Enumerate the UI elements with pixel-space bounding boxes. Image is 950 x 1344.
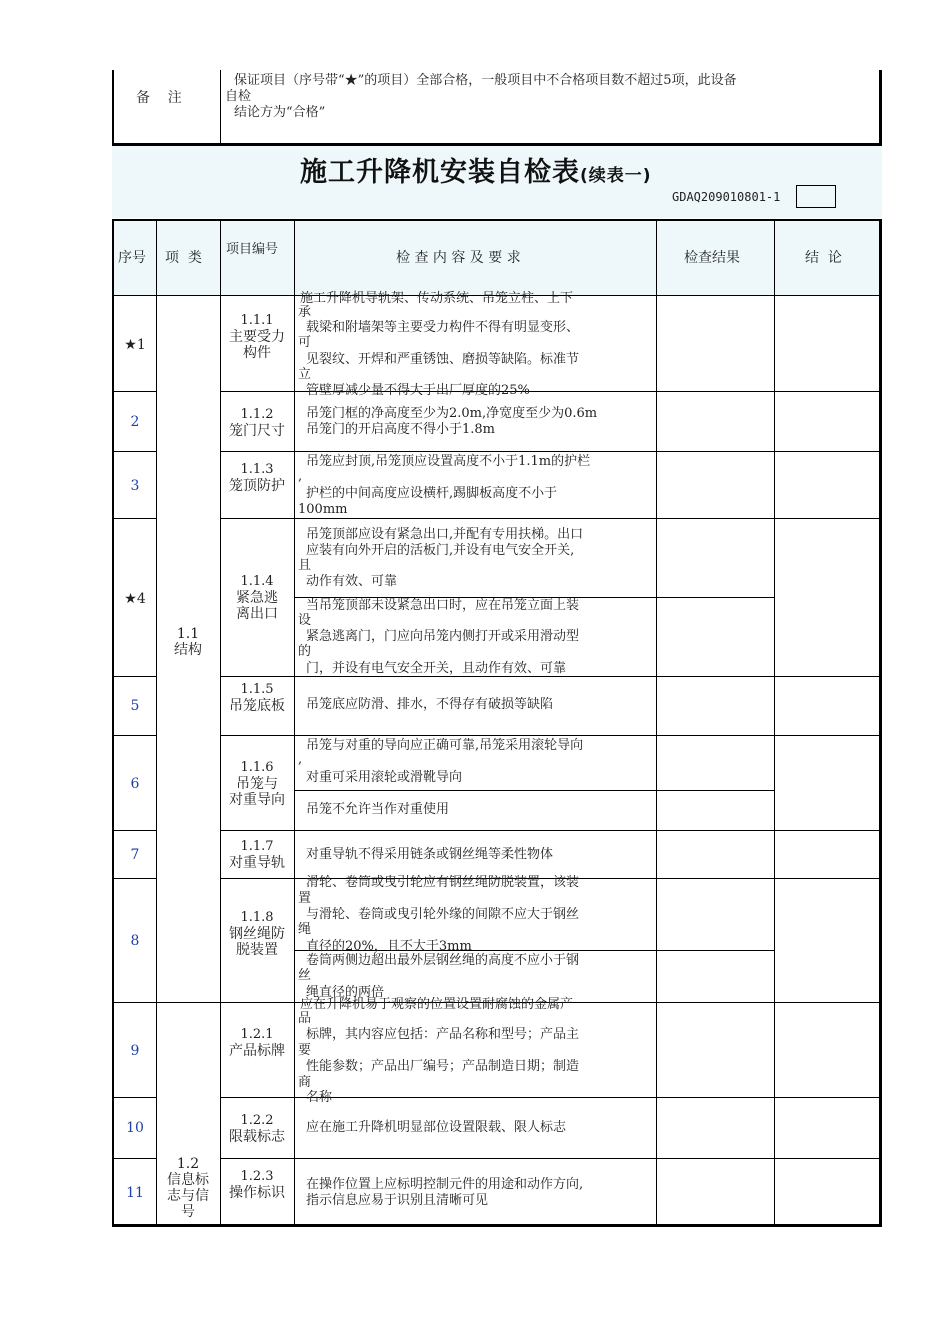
check-result-cell[interactable] [657, 677, 774, 735]
group-2-no: 1.2 [176, 1156, 200, 1172]
check-result-cell[interactable] [657, 452, 774, 518]
item-name: 产品标牌 [229, 1043, 285, 1059]
row-seq: ★4 [124, 591, 146, 607]
header-category: 项 类 [165, 250, 202, 266]
check-result-cell[interactable] [657, 297, 774, 391]
item-name: 限载标志 [229, 1129, 285, 1145]
header-seq: 序号 [118, 250, 146, 266]
remark-line-2: 自检 [225, 89, 252, 104]
row-seq: 2 [130, 414, 140, 430]
row-seq: 7 [130, 847, 140, 863]
item-name: 构件 [243, 345, 271, 361]
item-code: 1.2.1 [240, 1027, 274, 1042]
item-name: 操作标识 [229, 1185, 285, 1201]
header-conclusion: 结 论 [805, 250, 842, 266]
conclusion-cell[interactable] [775, 677, 879, 735]
item-name: 对重导轨 [229, 855, 285, 871]
item-name: 对重导向 [229, 792, 285, 808]
row-seq: 10 [126, 1120, 144, 1136]
remark-line-3: 结论方为“合格” [234, 105, 326, 120]
check-result-cell[interactable] [657, 1003, 774, 1097]
conclusion-cell[interactable] [775, 879, 879, 1002]
row-seq: 11 [126, 1185, 144, 1201]
header-item-no: 项目编号 [226, 242, 279, 257]
row-seq: 9 [130, 1043, 140, 1059]
check-result-cell[interactable] [657, 831, 774, 878]
group-1-no: 1.1 [176, 626, 200, 642]
check-result-cell[interactable] [657, 1098, 774, 1158]
item-code: 1.1.3 [240, 462, 274, 477]
check-content: 吊笼应封顶,吊笼顶应设置高度不小于1.1m的护栏 , 护栏的中间高度应设横杆,踢脚板高度不小于 100mm [298, 454, 591, 517]
check-content: 吊笼顶部应设有紧急出口,并配有专用扶梯。出口 应装有向外开启的活板门,并设有电气安全开关, 且 动作有效、可靠 [298, 527, 584, 589]
check-result-cell[interactable] [657, 392, 774, 451]
page-title [300, 150, 652, 189]
row-seq: 3 [130, 478, 140, 494]
check-result-cell[interactable] [657, 1159, 774, 1224]
item-name: 吊笼底板 [229, 698, 285, 714]
item-name: 吊笼与 [236, 776, 278, 792]
check-content: 在操作位置上应标明控制元件的用途和动作方向, 指示信息应易于识别且清晰可见 [306, 1177, 584, 1208]
item-name: 笼门尺寸 [229, 423, 285, 439]
page-title-sub: (续表一) [580, 166, 652, 186]
check-result-cell[interactable] [657, 951, 774, 1002]
form-code-input[interactable] [796, 185, 836, 208]
check-result-cell[interactable] [657, 736, 774, 790]
conclusion-cell[interactable] [775, 297, 879, 391]
group-2-name-3: 号 [181, 1204, 195, 1220]
header-result: 检查结果 [684, 250, 740, 266]
conclusion-cell[interactable] [775, 1098, 879, 1158]
row-seq: 8 [130, 933, 140, 949]
check-content: 吊笼不允许当作对重使用 [306, 802, 450, 817]
check-result-cell[interactable] [657, 879, 774, 950]
item-code: 1.1.1 [240, 313, 274, 328]
conclusion-cell[interactable] [775, 831, 879, 878]
check-content: 应在升降机易于观察的位置设置耐腐蚀的金属产 品 标牌，其内容应包括：产品名称和型号；产品主 要 性能参数；产品出厂编号；产品制造日期；制造 商 名称 [298, 997, 580, 1105]
group-1-name: 结构 [174, 642, 202, 658]
check-result-cell[interactable] [657, 519, 774, 597]
form-code: GDAQ209010801-1 [672, 190, 781, 204]
check-content: 吊笼底应防滑、排水，不得存有破损等缺陷 [306, 697, 554, 712]
row-seq: 6 [130, 776, 140, 792]
item-code: 1.1.6 [240, 760, 274, 775]
item-name: 钢丝绳防 [229, 926, 285, 942]
item-name: 脱装置 [236, 942, 278, 958]
check-content: 滑轮、卷筒或曳引轮应有钢丝绳防脱装置，该装 置 与滑轮、卷筒或曳引轮外缘的间隙不应大于钢丝 绳 直径的20%，且不大于3mm [298, 875, 580, 954]
check-content: 施工升降机导轨架、传动系统、吊笼立柱、上下 承 载梁和附墙架等主要受力构件不得有明显变形、 可 见裂纹、开焊和严重锈蚀、磨损等缺陷。标准节 立 管壁厚减少量不得大于出厂厚度的25% [298, 291, 580, 398]
conclusion-cell[interactable] [775, 519, 879, 676]
item-name: 笼顶防护 [229, 478, 285, 494]
conclusion-cell[interactable] [775, 392, 879, 451]
conclusion-cell[interactable] [775, 736, 879, 830]
check-content: 卷筒两侧边超出最外层钢丝绳的高度不应小于钢 丝 绳直径的两倍 [298, 953, 580, 1000]
item-code: 1.1.2 [240, 407, 274, 422]
item-code: 1.1.7 [240, 839, 274, 854]
conclusion-cell[interactable] [775, 1003, 879, 1097]
check-content: 当吊笼顶部未设紧急出口时，应在吊笼立面上装 设 紧急逃离门，门应向吊笼内侧打开或采用滑动型 的 门，并设有电气安全开关，且动作有效、可靠 [298, 598, 580, 676]
item-code: 1.1.5 [240, 682, 274, 697]
item-name: 紧急逃 [236, 590, 278, 606]
page-title-main: 施工升降机安装自检表 [300, 157, 580, 188]
check-content: 吊笼与对重的导向应正确可靠,吊笼采用滚轮导向 , 对重可采用滚轮或滑靴导向 [298, 738, 584, 785]
item-code: 1.1.4 [240, 574, 274, 589]
item-code: 1.2.3 [240, 1169, 274, 1184]
item-code: 1.1.8 [240, 910, 274, 925]
check-content: 对重导轨不得采用链条或钢丝绳等柔性物体 [306, 847, 554, 862]
item-code: 1.2.2 [240, 1113, 274, 1128]
item-name: 离出口 [236, 606, 278, 622]
check-content: 吊笼门框的净高度至少为2.0m,净宽度至少为0.6m 吊笼门的开启高度不得小于1.8m [306, 406, 598, 437]
check-content: 应在施工升降机明显部位设置限载、限人标志 [306, 1120, 567, 1135]
header-content: 检 查 内 容 及 要 求 [396, 250, 521, 266]
item-name: 主要受力 [229, 329, 285, 345]
conclusion-cell[interactable] [775, 452, 879, 518]
check-result-cell[interactable] [657, 598, 774, 676]
check-result-cell[interactable] [657, 791, 774, 830]
conclusion-cell[interactable] [775, 1159, 879, 1224]
group-2-name-1: 信息标 [167, 1172, 209, 1188]
group-2-name-2: 志与信 [167, 1188, 209, 1204]
remark-line-1: 保证项目（序号带“★”的项目）全部合格，一般项目中不合格项目数不超过5项，此设备 [234, 73, 737, 88]
row-seq: ★1 [124, 337, 146, 353]
row-seq: 5 [130, 698, 140, 714]
remark-label: 备 注 [136, 90, 182, 106]
